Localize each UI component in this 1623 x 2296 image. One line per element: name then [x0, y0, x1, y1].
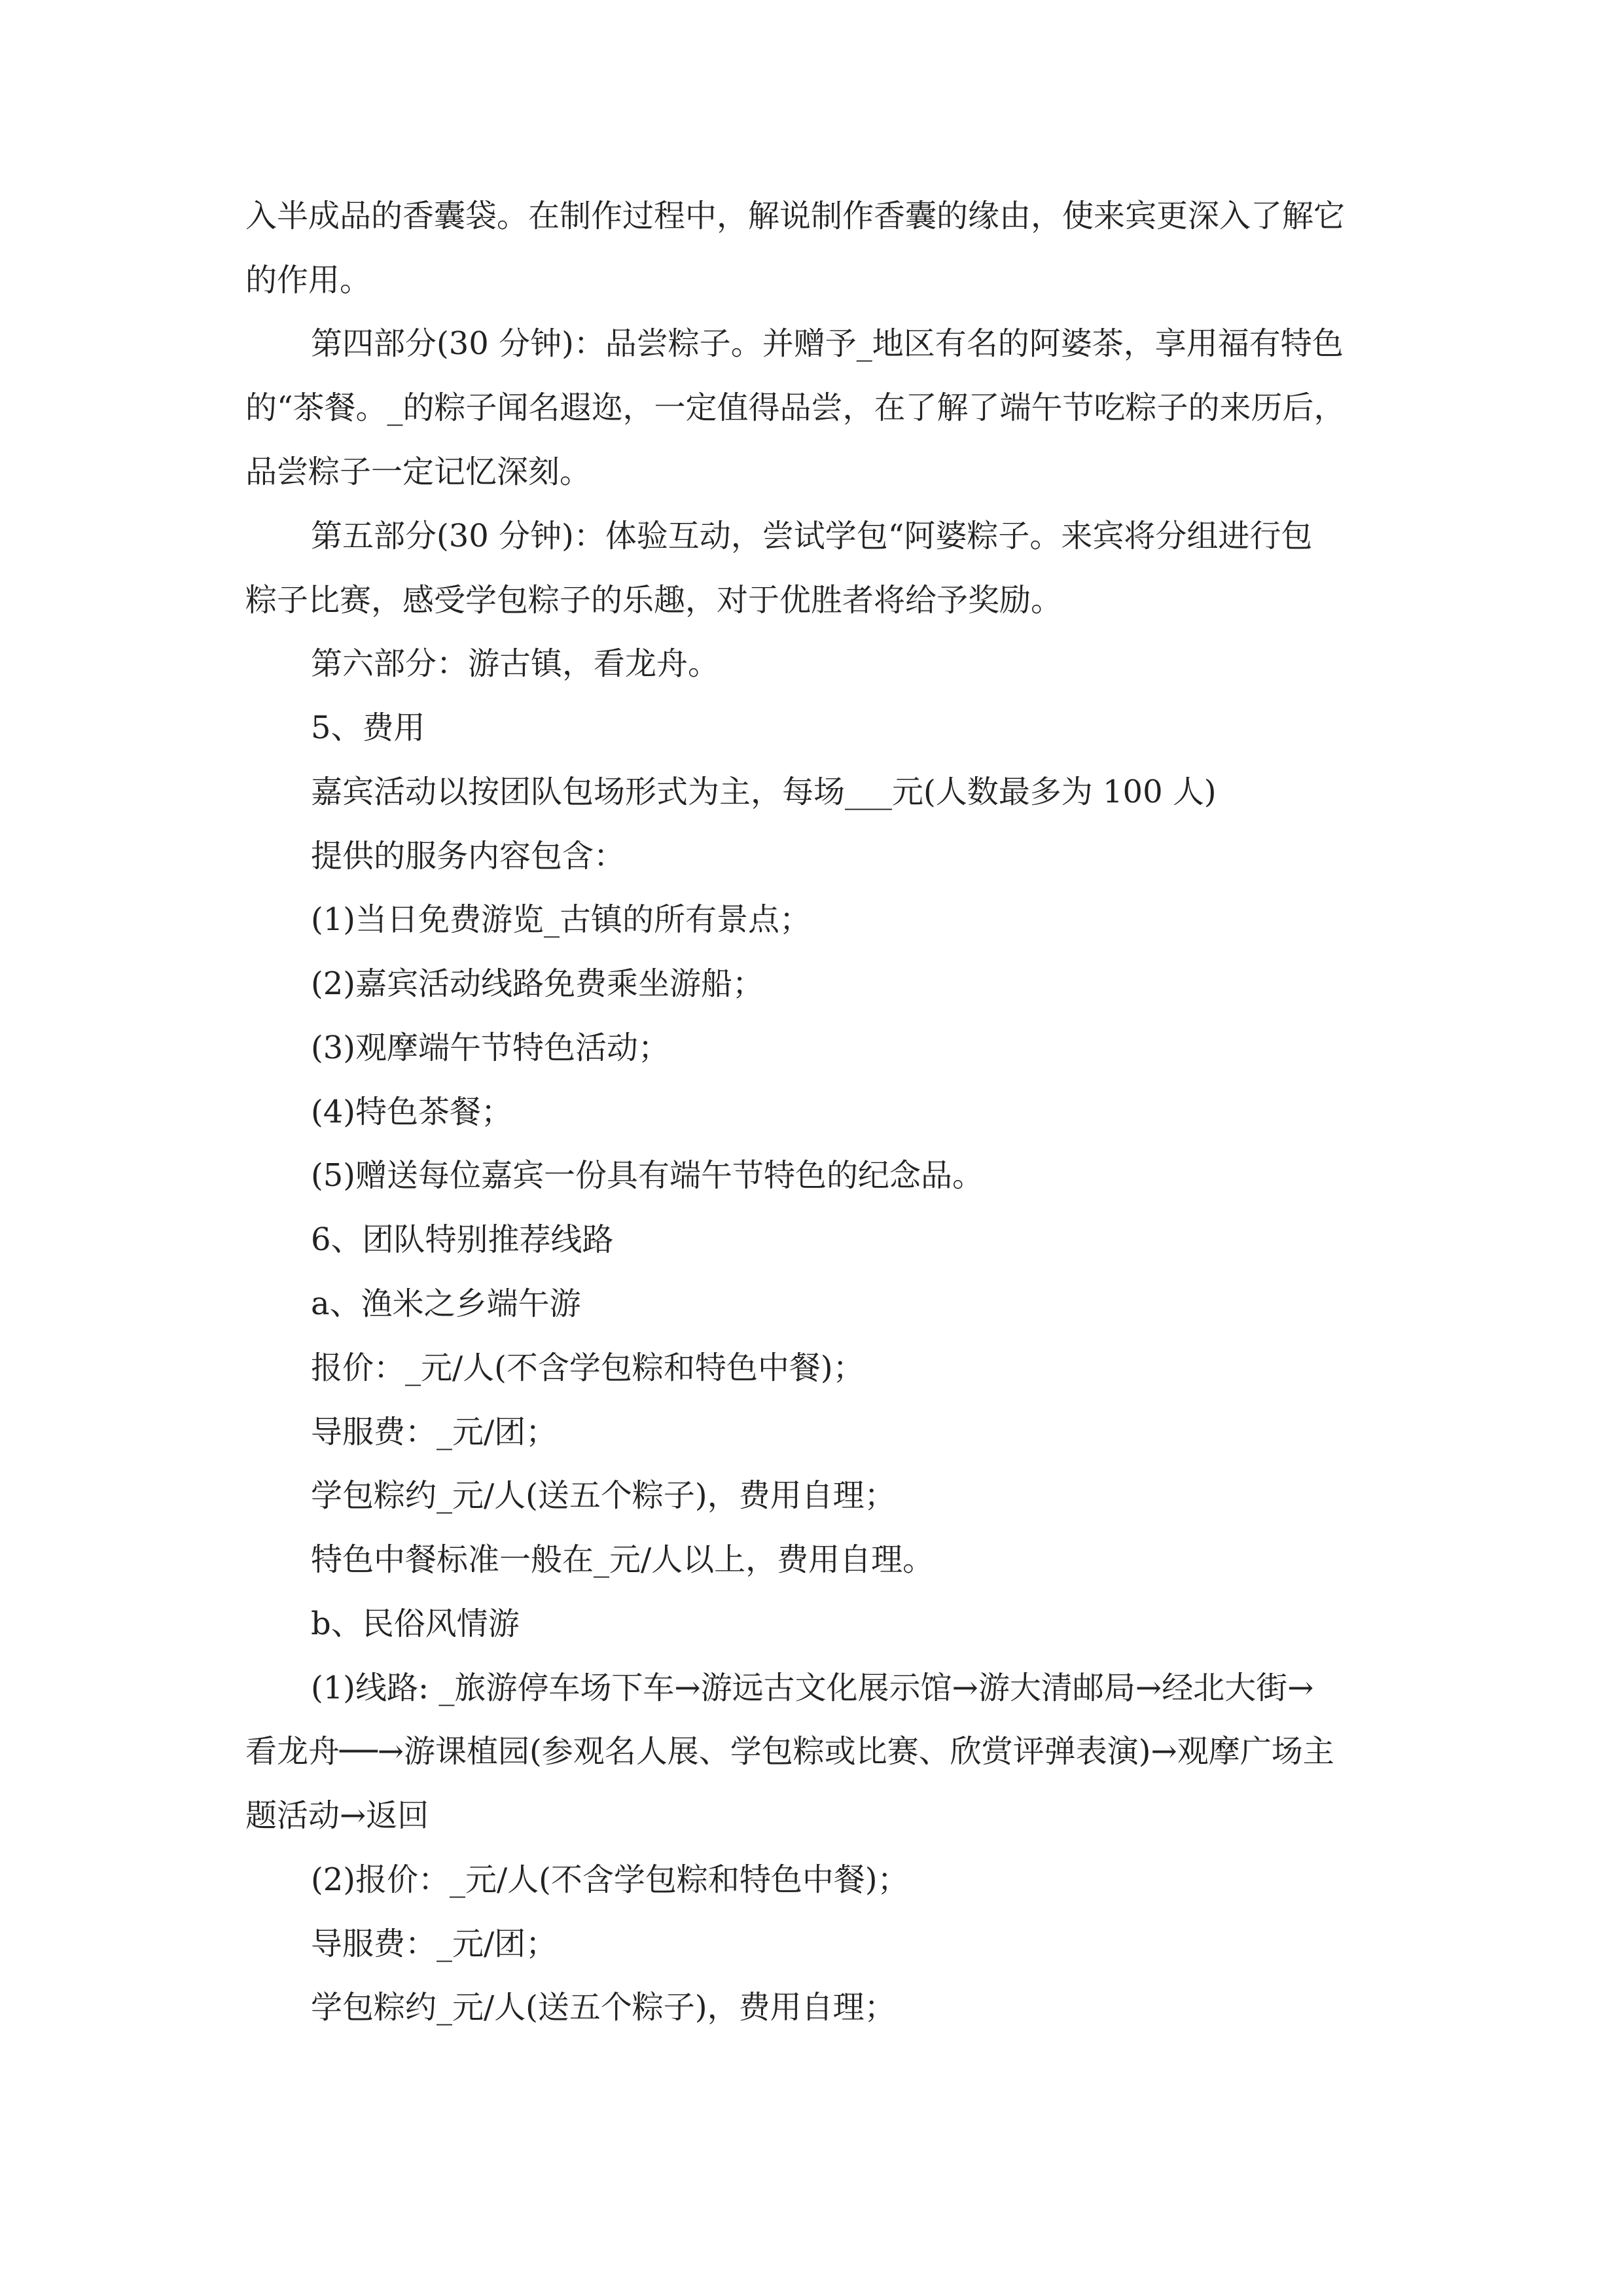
text-line: 题活动→返回 — [245, 1797, 429, 1834]
text-line: 的“茶餐。_的粽子闻名遐迩，一定值得品尝，在了解了端午节吃粽子的来历后， — [245, 389, 1346, 426]
text-line: 的作用。 — [245, 262, 372, 298]
text-line: (1)线路: _旅游停车场下车→游远古文化展示馆→游大清邮局→经北大街→ — [311, 1670, 1314, 1706]
section-heading: 5、费用 — [311, 709, 425, 746]
text-line: 导服费：_元/团； — [311, 1926, 558, 1962]
text-line: 导服费：_元/团； — [311, 1414, 558, 1450]
text-line: 嘉宾活动以按团队包场形式为主，每场___元(人数最多为 100 人) — [311, 774, 1217, 810]
text-line: 第四部分(30 分钟)：品尝粽子。并赠予_地区有名的阿婆茶，享用福有特色 — [311, 325, 1344, 362]
text-line: (2)报价：_元/人(不含学包粽和特色中餐)； — [311, 1861, 909, 1898]
text-line: 报价：_元/人(不含学包粽和特色中餐)； — [311, 1350, 865, 1386]
text-line: 看龙舟──→游课植园(参观名人展、学包粽或比赛、欣赏评弹表演)→观摩广场主 — [245, 1733, 1334, 1770]
text-line: 第五部分(30 分钟)：体验互动，尝试学包“阿婆粽子。来宾将分组进行包 — [311, 518, 1313, 554]
text-line: 粽子比赛，感受学包粽子的乐趣，对于优胜者将给予奖励。 — [245, 582, 1063, 619]
text-line: 第六部分：游古镇，看龙舟。 — [311, 645, 720, 682]
text-line: 学包粽约_元/人(送五个粽子)，费用自理； — [311, 1989, 896, 2026]
list-item: (3)观摩端午节特色活动； — [311, 1030, 669, 1066]
text-line: 学包粽约_元/人(送五个粽子)，费用自理； — [311, 1477, 896, 1514]
list-item: (5)赠送每位嘉宾一份具有端午节特色的纪念品。 — [311, 1157, 984, 1194]
text-line: 入半成品的香囊袋。在制作过程中，解说制作香囊的缘由，使来宾更深入了解它 — [245, 198, 1346, 234]
text-line: 品尝粽子一定记忆深刻。 — [245, 454, 592, 490]
subsection-heading: a、渔米之乡端午游 — [311, 1285, 581, 1322]
list-item: (2)嘉宾活动线路免费乘坐游船； — [311, 965, 764, 1002]
section-heading: 6、团队特别推荐线路 — [311, 1221, 614, 1258]
list-item: (1)当日免费游览_古镇的所有景点； — [311, 901, 811, 938]
text-line: 提供的服务内容包含： — [311, 838, 626, 874]
list-item: (4)特色茶餐； — [311, 1094, 512, 1130]
subsection-heading: b、民俗风情游 — [311, 1605, 520, 1642]
text-line: 特色中餐标准一般在_元/人以上，费用自理。 — [311, 1541, 935, 1578]
